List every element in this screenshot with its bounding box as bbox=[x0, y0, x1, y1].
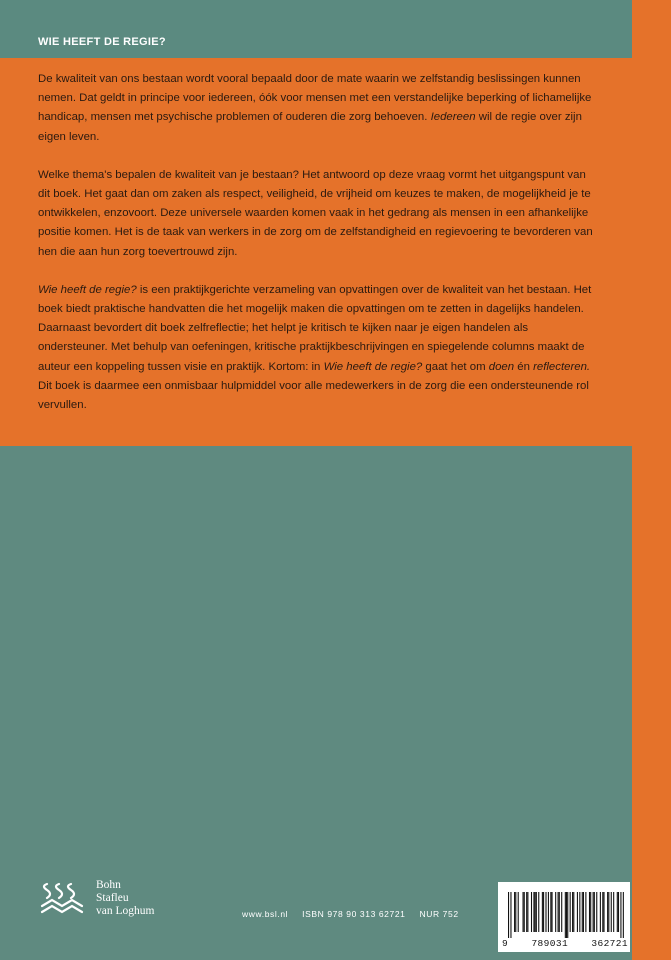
barcode-bar bbox=[555, 892, 556, 932]
barcode-bar bbox=[542, 892, 543, 932]
barcode-bar bbox=[510, 892, 511, 938]
barcode-bar bbox=[558, 892, 559, 932]
barcode-bar bbox=[552, 892, 553, 932]
blurb-paragraph bbox=[38, 166, 598, 262]
barcode-bar bbox=[526, 892, 527, 932]
barcode-bar bbox=[559, 892, 560, 932]
paragraph-text: gaat het om bbox=[422, 360, 489, 373]
barcode-bar bbox=[611, 892, 612, 932]
barcode-bar bbox=[531, 892, 532, 932]
barcode-bar bbox=[572, 892, 573, 932]
blurb-text bbox=[38, 70, 598, 434]
publisher-line-3: van Loghum bbox=[96, 904, 155, 917]
isbn-text: ISBN 978 90 313 62721 bbox=[302, 909, 406, 919]
paragraph-text: De kwaliteit van ons bestaan wordt vooral bepaald door de mate waarin we zelfstandig beslissingen kunnen nemen. Dat geldt in principe voor iedereen, óók voor mensen met een verstandelijke beperking of lichamelijke handicap, mensen met psychische problemen of ouderen die zorg behoeven. bbox=[38, 73, 592, 124]
barcode-bar bbox=[585, 892, 586, 932]
publisher-line-1: Bohn bbox=[96, 878, 121, 891]
barcode-bar bbox=[550, 892, 551, 932]
publisher-name bbox=[96, 879, 154, 918]
barcode-bar bbox=[583, 892, 584, 932]
barcode-number bbox=[502, 938, 628, 949]
title-band bbox=[0, 0, 632, 58]
barcode-bar bbox=[600, 892, 601, 932]
barcode-bars-icon bbox=[508, 892, 624, 938]
italic-text: Iedereen bbox=[430, 111, 476, 124]
barcode-bar bbox=[533, 892, 534, 932]
barcode-bar bbox=[535, 892, 536, 932]
barcode-bar bbox=[608, 892, 609, 932]
publisher-line-2: Stafleu bbox=[96, 891, 129, 904]
barcode-bar bbox=[567, 892, 568, 938]
barcode-digit-first: 9 bbox=[502, 938, 509, 949]
barcode-bar bbox=[570, 892, 571, 932]
barcode-bar bbox=[515, 892, 516, 932]
barcode-bar bbox=[561, 892, 562, 932]
barcode-bar bbox=[579, 892, 580, 932]
barcode-bar bbox=[620, 892, 621, 938]
barcode-bar bbox=[602, 892, 603, 932]
barcode-bar bbox=[523, 892, 524, 932]
paragraph-text: wil de regie over zijn eigen leven. bbox=[38, 111, 582, 143]
barcode-bar bbox=[565, 892, 566, 938]
barcode-bar bbox=[524, 892, 525, 932]
publisher-logo-icon bbox=[38, 876, 90, 920]
barcode-bar bbox=[607, 892, 608, 932]
barcode-bar bbox=[538, 892, 539, 932]
nur-text: NUR 752 bbox=[419, 909, 459, 919]
barcode-bar bbox=[527, 892, 528, 932]
barcode-bar bbox=[582, 892, 583, 932]
barcode-bar bbox=[518, 892, 519, 932]
barcode-bar bbox=[577, 892, 578, 932]
barcode-bar bbox=[590, 892, 591, 932]
italic-text: Wie heeft de regie? bbox=[38, 283, 137, 296]
barcode-bar bbox=[508, 892, 509, 938]
barcode-bar bbox=[589, 892, 590, 932]
barcode bbox=[498, 882, 630, 952]
italic-text: Wie heeft de regie? bbox=[323, 360, 423, 373]
italic-text: doen bbox=[488, 360, 515, 373]
publisher-block bbox=[38, 876, 154, 920]
blurb-paragraph bbox=[38, 281, 598, 415]
barcode-bar bbox=[594, 892, 595, 932]
paragraph-text: Welke thema's bepalen de kwaliteit van je bestaan? Het antwoord op deze vraag vormt het uitgangspunt van dit boek. Het gaat dan om zaken als respect, veiligheid, de vrijheid om keuzes te maken, de mogelijkheid je te ontwikkelen, enzovoort. Deze universele waarden komen vaak in het gedrang als mensen in een afhankelijke positie komen. Het is de taak van werkers in de zorg om de zelfstandigheid en regievoering te bevorderen van hen die aan hun zorg toevertrouwd zijn. bbox=[38, 168, 593, 258]
barcode-bar bbox=[618, 892, 619, 932]
paragraph-text: is een praktijkgerichte verzameling van opvattingen over de kwaliteit van het bestaan. Het boek biedt praktische handvatten die het mogelijk maken die opvattingen om te zetten in dagelijks handelen. Daarnaast bevordert dit boek zelfreflectie; het helpt je kritisch te kijken naar je eigen handelen als ondersteuner. Met behulp van oefeningen, kritische praktijkbeschrijvingen en spiegelende columns maakt de auteur een koppeling tussen visie en praktijk. Kortom: in bbox=[38, 283, 592, 373]
barcode-bar bbox=[596, 892, 597, 932]
barcode-bar bbox=[514, 892, 515, 932]
book-title: WIE HEEFT DE REGIE? bbox=[38, 36, 166, 48]
barcode-bar bbox=[545, 892, 546, 932]
barcode-bar bbox=[623, 892, 624, 938]
barcode-bar bbox=[543, 892, 544, 932]
website-text: www.bsl.nl bbox=[242, 909, 289, 919]
orange-side-strip bbox=[632, 0, 671, 960]
book-meta bbox=[242, 909, 459, 919]
barcode-bar bbox=[548, 892, 549, 932]
barcode-group-1: 789031 bbox=[531, 938, 569, 949]
barcode-bar bbox=[617, 892, 618, 932]
barcode-group-2: 362721 bbox=[591, 938, 628, 949]
paragraph-text: én bbox=[514, 360, 534, 373]
italic-text: reflecteren. bbox=[533, 360, 591, 373]
barcode-bar bbox=[536, 892, 537, 932]
barcode-bar bbox=[613, 892, 614, 932]
barcode-bar bbox=[593, 892, 594, 932]
paragraph-text: Dit boek is daarmee een onmisbaar hulpmiddel voor alle medewerkers in de zorg die een ondersteunende rol vervullen. bbox=[38, 379, 589, 412]
barcode-bar bbox=[573, 892, 574, 932]
barcode-bar bbox=[566, 892, 567, 938]
blurb-paragraph bbox=[38, 70, 598, 147]
barcode-bar bbox=[603, 892, 604, 932]
